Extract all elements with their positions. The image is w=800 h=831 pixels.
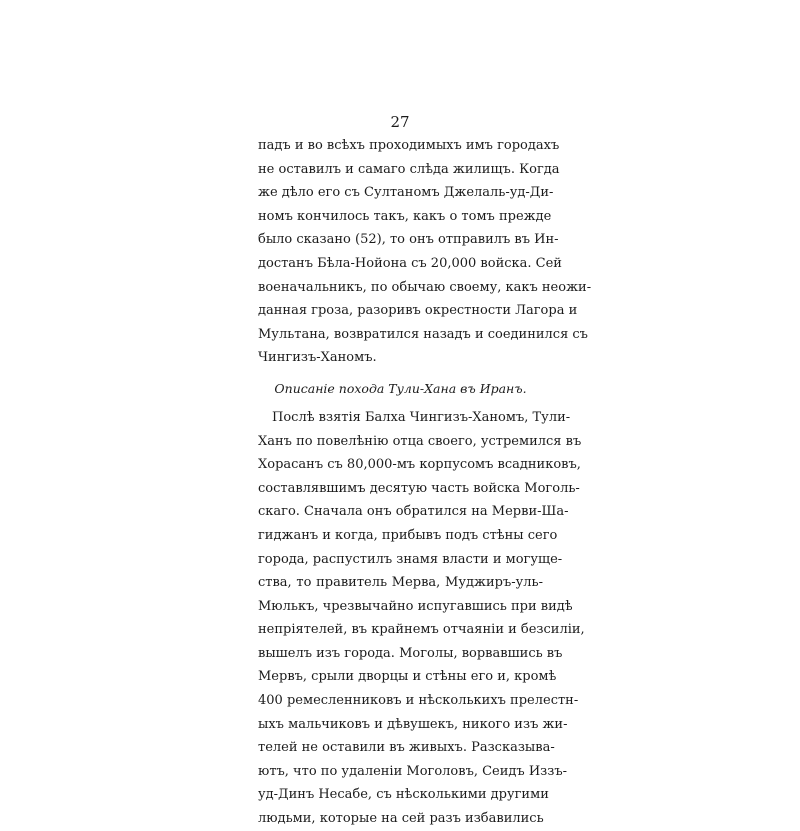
text-line: достанъ Бѣла-Нойона съ 20,000 войска. Сей [258,255,562,271]
paragraph-2 [258,406,585,831]
text-line: города, распустилъ знамя власти и могуще- [258,551,563,567]
text-line: скаго. Сначала онъ обратился на Мерви-Ша- [258,504,569,520]
text-line: Ханъ по повелѣнію отца своего, устремился въ [258,433,582,449]
text-line: телей не оставили въ живыхъ. Разсказыва- [258,740,555,756]
text-line: Чингизъ-Ханомъ. [258,350,377,366]
text-line: непріятелей, въ крайнемъ отчаяніи и безсиліи, [258,622,585,638]
text-line: вышелъ изъ города. Моголы, ворвавшись въ [258,645,563,661]
text-line: Хорасанъ съ 80,000-мъ корпусомъ всадниковъ, [258,457,581,473]
text-line: было сказано (52), то онъ отправилъ въ Ин- [258,232,559,248]
text-line: ыхъ мальчиковъ и дѣвушекъ, никого изъ жи- [258,716,568,732]
text-line: ства, то правитель Мерва, Муджиръ-уль- [258,575,543,591]
text-line: гиджанъ и когда, прибывъ подъ стѣны сего [258,527,558,543]
text-line: падъ и во всѣхъ проходимыхъ имъ городахъ [258,138,560,153]
text-column [258,134,592,831]
text-line: военачальникъ, по обычаю своему, какъ неожи- [258,279,592,295]
text-line: 400 ремесленниковъ и нѣсколькихъ прелестн- [258,693,579,709]
text-line: же дѣло его съ Султаномъ Джелаль-уд-Ди- [258,185,554,201]
text-line: ютъ, что по удаленіи Моголовъ, Сеидъ Иззъ- [258,763,567,779]
text-line: составлявшимъ десятую часть войска Моголь- [258,480,580,496]
text-line: Мюлькъ, чрезвычайно испугавшись при видѣ [258,598,573,614]
text-line: людьми, которые на сей разъ избавились [258,811,544,827]
text-line: не оставилъ и самаго слѣда жилищъ. Когда [258,161,560,177]
text-line: уд-Динъ Несабе, съ нѣсколькими другими [258,787,549,803]
text-line: Мультана, возвратился назадъ и соединился съ [258,326,588,342]
text-line: данная гроза, разоривъ окрестности Лагора и [258,303,578,319]
text-line: номъ кончилось такъ, какъ о томъ прежде [258,208,552,224]
page-number: 27 [390,113,410,131]
text-line: Послѣ взятія Балха Чингизъ-Ханомъ, Тули- [272,409,571,425]
paragraph-1 [258,134,592,370]
text-line: Мервъ, срыли дворцы и стѣны его и, кромѣ [258,669,557,685]
section-heading: Описаніе похода Тули-Хана въ Иранъ. [274,380,527,396]
